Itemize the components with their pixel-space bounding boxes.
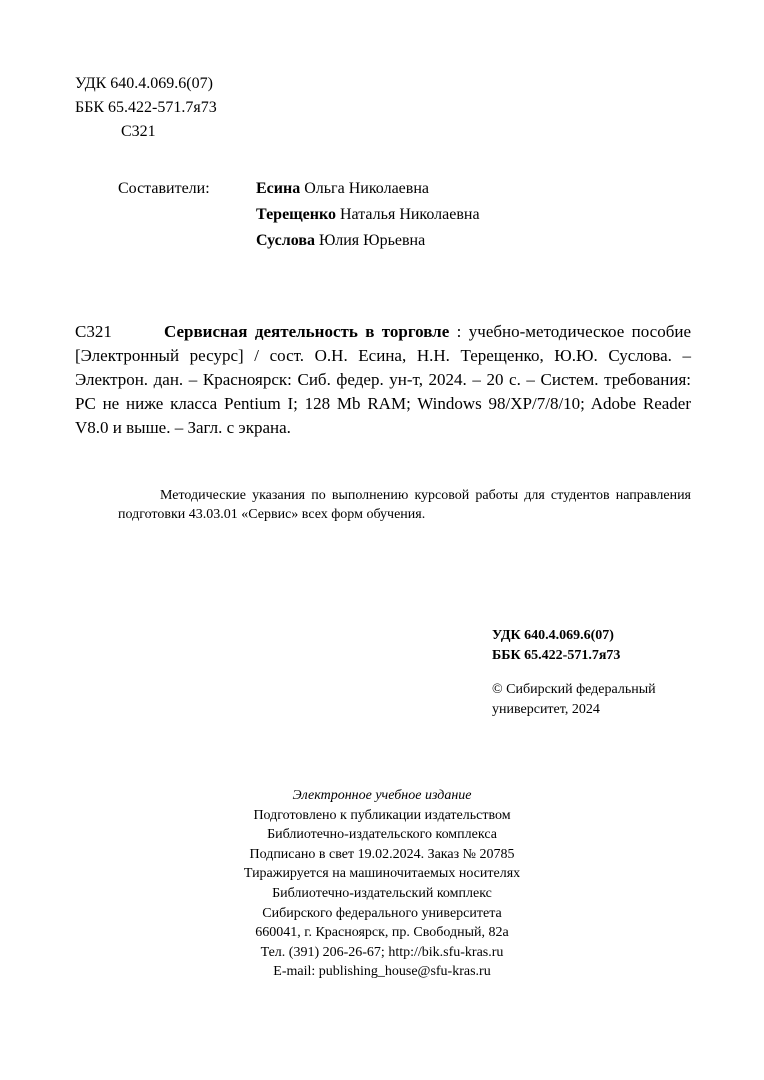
compiler-given-name: Юлия Юрьевна xyxy=(318,232,426,249)
author-cutter-code: С321 xyxy=(121,123,156,140)
header-classification xyxy=(75,72,217,144)
imprint-line: Подписано в свет 19.02.2024. Заказ № 20785 xyxy=(249,846,515,862)
edition-type: Электронное учебное издание xyxy=(292,788,472,803)
imprint-block xyxy=(0,786,764,982)
compiler-name xyxy=(256,202,480,228)
imprint-line: Сибирского федерального университета xyxy=(262,905,502,921)
classification-right xyxy=(492,626,620,666)
compiler-surname: Суслова xyxy=(256,232,315,249)
bibliographic-entry xyxy=(75,320,691,440)
copyright-line: университет, 2024 xyxy=(492,702,600,717)
compilers-label: Составители: xyxy=(118,180,210,197)
bbk-code-bold: ББК 65.422-571.7я73 xyxy=(492,648,621,663)
imprint-line: E-mail: publishing_house@sfu-kras.ru xyxy=(273,964,491,980)
compiler-surname: Есина xyxy=(256,180,301,197)
imprint-line: Подготовлено к публикации издательством xyxy=(253,807,511,823)
annotation-block xyxy=(118,486,691,524)
compiler-surname: Терещенко xyxy=(256,206,336,223)
imprint-line: Тиражируется на машиночитаемых носителях xyxy=(243,866,521,882)
book-title: Сервисная деятельность в торговле xyxy=(164,322,450,341)
entry-code: С321 xyxy=(75,322,112,341)
udk-code-bold: УДК 640.4.069.6(07) xyxy=(492,628,614,643)
imprint-line: 660041, г. Красноярск, пр. Свободный, 82а xyxy=(255,925,509,941)
entry-text xyxy=(75,320,691,440)
copyright-block xyxy=(492,680,656,720)
imprint-line: Тел. (391) 206-26-67; http://bik.sfu-kras.ru xyxy=(260,944,504,960)
imprint-line: Библиотечно-издательского комплекса xyxy=(267,827,497,843)
bbk-code: ББК 65.422-571.7я73 xyxy=(75,99,217,116)
entry-description: : учебно-методическое пособие [Электронный ресурс] / сост. О.Н. Есина, Н.Н. Терещенко, Ю.Ю. Суслова. – Электрон. дан. – Красноярск: Сиб. федер. ун-т, 2024. – 20 с. – Систем. требования: PC не ниже класса Pentium I; 128 Mb RAM; Windows 98/XP/7/8/10; Adobe Reader V8.0 и выше. – Загл. с экрана. xyxy=(75,322,691,437)
compilers-list xyxy=(256,176,480,254)
imprint-line: Библиотечно-издательский комплекс xyxy=(272,885,492,901)
compiler-given-name: Ольга Николаевна xyxy=(304,180,429,197)
annotation-text: Методические указания по выполнению курсовой работы для студентов направления подготовки 43.03.01 «Сервис» всех форм обучения. xyxy=(118,488,691,522)
compiler-name xyxy=(256,176,480,202)
compiler-given-name: Наталья Николаевна xyxy=(340,206,480,223)
compiler-name xyxy=(256,228,480,254)
udk-code: УДК 640.4.069.6(07) xyxy=(75,75,213,92)
copyright-line: © Сибирский федеральный xyxy=(492,682,656,697)
